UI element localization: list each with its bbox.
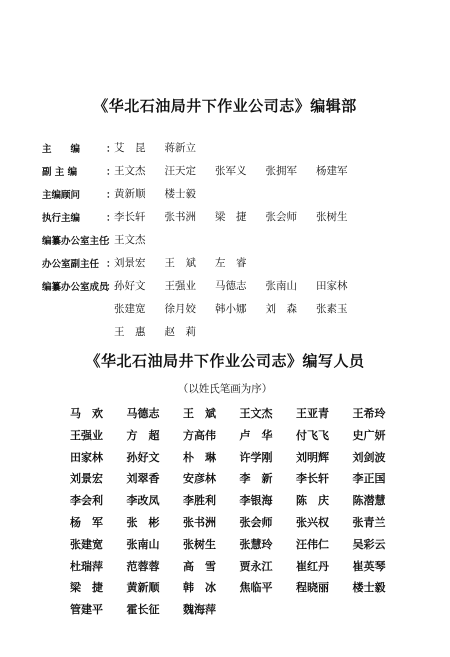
writer-name: 朴 琳: [183, 450, 216, 464]
writers-row: [70, 405, 440, 427]
board-member-name: 张素玉: [316, 303, 348, 315]
writer-name: 刘翠香: [126, 472, 160, 486]
writer-name: 霍长征: [126, 603, 160, 617]
writer-name: 吴彩云: [352, 537, 386, 551]
writers-row: [70, 601, 440, 623]
writer-name: 魏海萍: [183, 603, 216, 617]
writer-name: 张树生: [183, 537, 216, 551]
board-role: 副 主 编: [42, 167, 78, 178]
writer-name: 汪伟仁: [296, 537, 329, 551]
writer-name: 焦临平: [239, 581, 273, 595]
board-member-name: 楼士毅: [164, 188, 196, 200]
writers-row: [70, 558, 440, 580]
writer-name: 张建宽: [70, 537, 103, 551]
writer-name: 陈 庆: [296, 494, 329, 508]
board-member-name: 王文杰: [114, 234, 146, 246]
board-role: 编纂办公室成员: [42, 282, 109, 293]
writer-name: 孙好文: [126, 450, 160, 464]
board-member-name: 蒋新立: [164, 142, 196, 154]
board-role-colon: ：: [106, 144, 116, 155]
board-member-name: 王 惠: [114, 326, 146, 338]
writer-name: 王强业: [70, 428, 103, 442]
board-row: [42, 298, 442, 321]
writer-name: 范蓉蓉: [126, 559, 160, 573]
writer-name: 方 超: [126, 428, 160, 442]
board-role-colon: ：: [106, 190, 116, 201]
board-role-colon: ：: [106, 213, 116, 224]
writer-name: 刘明辉: [296, 450, 329, 464]
board-row: [42, 160, 442, 183]
writer-name: 王亚青: [296, 407, 329, 420]
writer-name: 杜瑞萍: [70, 559, 103, 573]
board-member-name: 李长轩: [114, 211, 146, 223]
board-member-name: 张南山: [265, 280, 297, 292]
writers-row: [70, 536, 440, 558]
board-row: [42, 229, 442, 252]
writer-name: 程晓丽: [296, 581, 329, 595]
writer-name: 李会利: [70, 494, 103, 508]
board-member-name: 韩小娜: [215, 303, 247, 315]
board-member-name: 刘景宏: [114, 257, 146, 269]
writer-name: 王希玲: [352, 407, 386, 420]
editorial-board-list: [42, 137, 442, 344]
writer-name: 高 雪: [183, 559, 216, 573]
writer-name: 王 斌: [183, 407, 216, 420]
writer-name: 楼士毅: [352, 581, 386, 595]
writer-name: 田家林: [70, 450, 103, 464]
board-role-colon: ：: [106, 167, 116, 178]
writer-name: 许学刚: [239, 450, 273, 464]
writer-name: 张兴权: [296, 515, 329, 529]
writer-name: 贾永江: [239, 559, 273, 573]
board-member-name: 左 睿: [215, 257, 247, 269]
board-row: [42, 206, 442, 229]
writer-name: 马德志: [126, 407, 160, 420]
editorial-board-title: 《华北石油局井下作业公司志》编辑部: [93, 97, 357, 115]
board-role: 办公室副主任: [42, 259, 100, 270]
writer-name: 李胜利: [183, 494, 216, 508]
writer-name: 黄新顺: [126, 581, 160, 595]
writer-name: 刘剑波: [352, 450, 386, 464]
board-member-name: 王 斌: [164, 257, 196, 269]
board-member-name: 杨建军: [316, 165, 348, 177]
writer-name: 李改凤: [126, 494, 160, 508]
writer-name: 张 彬: [126, 515, 160, 529]
writer-name: 崔红丹: [296, 559, 329, 573]
board-member-name: 赵 莉: [164, 326, 196, 338]
writer-name: 刘景宏: [70, 472, 103, 486]
writers-list: [70, 405, 440, 623]
writers-row: [70, 579, 440, 601]
board-member-name: 徐月姣: [164, 303, 196, 315]
board-member-name: 张军义: [215, 165, 247, 177]
writer-name: 史广妍: [352, 428, 386, 442]
writer-name: 李长轩: [296, 472, 329, 486]
writer-name: 李 新: [239, 472, 273, 486]
writers-title: 《华北石油局井下作业公司志》编写人员: [85, 352, 365, 370]
board-role-colon: ：: [106, 282, 116, 293]
writer-name: 陈潜慧: [352, 494, 386, 508]
writer-name: 张青兰: [352, 515, 386, 529]
writer-name: 李正国: [352, 472, 386, 486]
writers-row: [70, 427, 440, 449]
board-member-name: 王文杰: [114, 165, 146, 177]
writer-name: 付飞飞: [296, 428, 329, 442]
board-role-colon: ：: [106, 259, 116, 270]
board-role: 编纂办公室主任: [42, 236, 109, 247]
board-member-name: 田家林: [316, 280, 348, 292]
board-member-name: 梁 捷: [215, 211, 247, 223]
writer-name: 韩 冰: [183, 581, 216, 595]
board-member-name: 艾 昆: [114, 142, 146, 154]
writer-name: 张书洲: [183, 515, 216, 529]
board-role: 主编顾问: [42, 190, 81, 201]
board-role-colon: ：: [106, 236, 116, 247]
writer-name: 安彦林: [183, 472, 216, 486]
writer-name: 卢 华: [239, 428, 273, 442]
board-row: [42, 183, 442, 206]
writer-name: 张慧玲: [239, 537, 273, 551]
writer-name: 王文杰: [239, 407, 273, 420]
board-row: [42, 137, 442, 160]
board-member-name: 张书洲: [164, 211, 196, 223]
writer-name: 马 欢: [70, 407, 103, 420]
writers-row: [70, 470, 440, 492]
board-role: 主 编: [42, 144, 81, 155]
board-row: [42, 275, 442, 298]
writer-name: 张南山: [126, 537, 160, 551]
writer-name: 梁 捷: [70, 581, 103, 595]
writers-row: [70, 449, 440, 471]
board-member-name: 马德志: [215, 280, 247, 292]
board-member-name: 黄新顺: [114, 188, 146, 200]
writers-row: [70, 514, 440, 536]
writer-name: 张会师: [239, 515, 273, 529]
board-member-name: 张会师: [265, 211, 297, 223]
board-member-name: 王强业: [164, 280, 196, 292]
board-role: 执行主编: [42, 213, 81, 224]
writer-name: 李银海: [239, 494, 273, 508]
board-member-name: 张拥军: [265, 165, 297, 177]
board-row: [42, 252, 442, 275]
board-member-name: 汪天定: [164, 165, 196, 177]
board-member-name: 张树生: [316, 211, 348, 223]
board-member-name: 刘 森: [265, 303, 297, 315]
writer-name: 方高伟: [183, 428, 216, 442]
board-member-name: 张建宽: [114, 303, 146, 315]
writers-row: [70, 492, 440, 514]
board-row: [42, 321, 442, 344]
writer-name: 崔英琴: [352, 559, 386, 573]
writer-name: 杨 军: [70, 515, 103, 529]
writers-subtitle: （以姓氏笔画为序）: [177, 383, 273, 395]
writer-name: 管建平: [70, 603, 103, 617]
board-member-name: 孙好文: [114, 280, 146, 292]
